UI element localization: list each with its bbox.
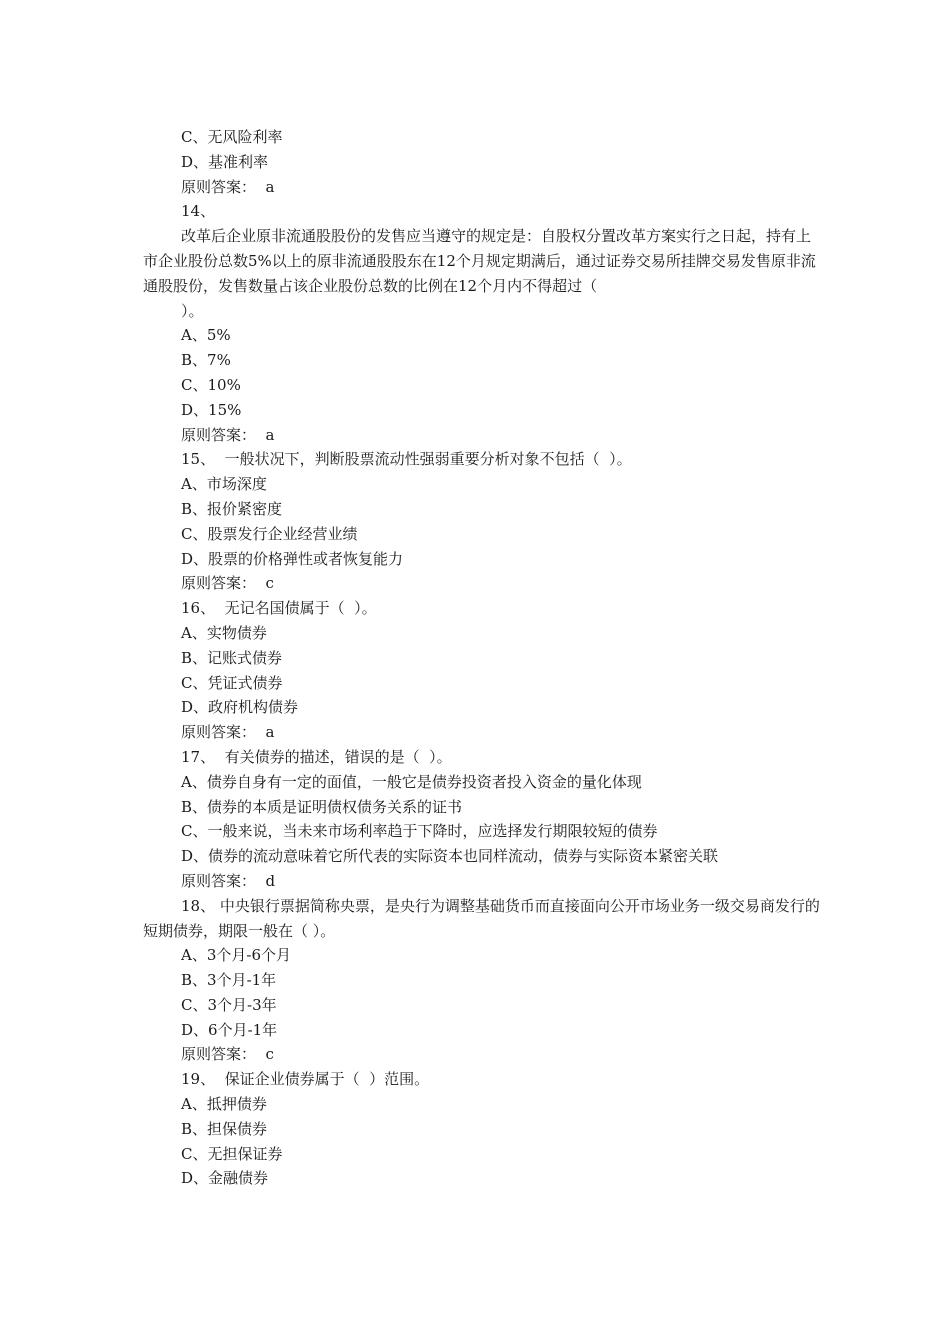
text-line: 原则答案： a: [181, 723, 275, 742]
text-line: C、一般来说，当未来市场利率趋于下降时，应选择发行期限较短的债券: [181, 822, 658, 841]
text-line: D、6个月-1年: [181, 1020, 278, 1039]
text-line: B、债券的本质是证明债权债务关系的证书: [181, 797, 463, 816]
text-line: A、债券自身有一定的面值，一般它是债券投资者投入资金的量化体现: [181, 772, 642, 791]
text-line: ）。: [181, 301, 204, 320]
text-line: A、3个月-6个月: [181, 946, 291, 965]
text-line: D、基准利率: [181, 152, 269, 171]
text-line: D、政府机构债券: [181, 698, 299, 717]
text-line: 原则答案： c: [181, 1045, 274, 1064]
text-line: C、股票发行企业经营业绩: [181, 524, 358, 543]
text-line: D、债券的流动意味着它所代表的实际资本也同样流动，债券与实际资本紧密关联: [181, 847, 719, 866]
text-line: C、凭证式债券: [181, 673, 283, 692]
text-line: 原则答案： a: [181, 425, 275, 444]
text-line: D、股票的价格弹性或者恢复能力: [181, 549, 404, 568]
text-line: A、实物债券: [181, 623, 267, 642]
text-line: A、抵押债券: [181, 1095, 267, 1114]
text-line: 19、 保证企业债券属于（ ）范围。: [181, 1070, 430, 1089]
text-line: 15、 一般状况下，判断股票流动性强弱重要分析对象不包括（ ）。: [181, 450, 632, 469]
text-line: C、无担保证券: [181, 1144, 283, 1163]
text-line: 原则答案： a: [181, 177, 275, 196]
text-line: A、市场深度: [181, 475, 267, 494]
text-line: B、3个月-1年: [181, 971, 277, 990]
text-line: 17、 有关债券的描述，错误的是（ ）。: [181, 747, 452, 766]
text-line: B、7%: [181, 351, 231, 370]
text-line: 原则答案： d: [181, 871, 276, 890]
text-line: 原则答案： c: [181, 574, 274, 593]
text-line: B、担保债券: [181, 1119, 268, 1138]
text-line: D、金融债券: [181, 1169, 269, 1188]
paragraph: 18、 中央银行票据简称央票，是央行为调整基础货币而直接面向公开市场业务一级交易商发行的短期债券，期限一般在（ ）。: [143, 896, 820, 940]
text-line: 16、 无记名国债属于（ ）。: [181, 599, 377, 618]
text-line: C、3个月-3年: [181, 995, 277, 1014]
paragraph: 改革后企业原非流通股股份的发售应当遵守的规定是：自股权分置改革方案实行之日起，持有上市企业股份总数5%以上的原非流通股股东在12个月规定期满后，通过证券交易所挂牌交易发售原非流通股股份，发售数量占该企业股份总数的比例在12个月内不得超过（: [143, 227, 816, 295]
text-line: C、无风险利率: [181, 128, 283, 146]
document-body: [143, 125, 823, 1191]
text-line: B、记账式债券: [181, 648, 283, 667]
text-line: B、报价紧密度: [181, 499, 283, 518]
text-line: D、15%: [181, 400, 242, 419]
text-line: 14、: [181, 202, 216, 221]
text-line: A、5%: [181, 326, 231, 345]
text-line: C、10%: [181, 375, 241, 394]
